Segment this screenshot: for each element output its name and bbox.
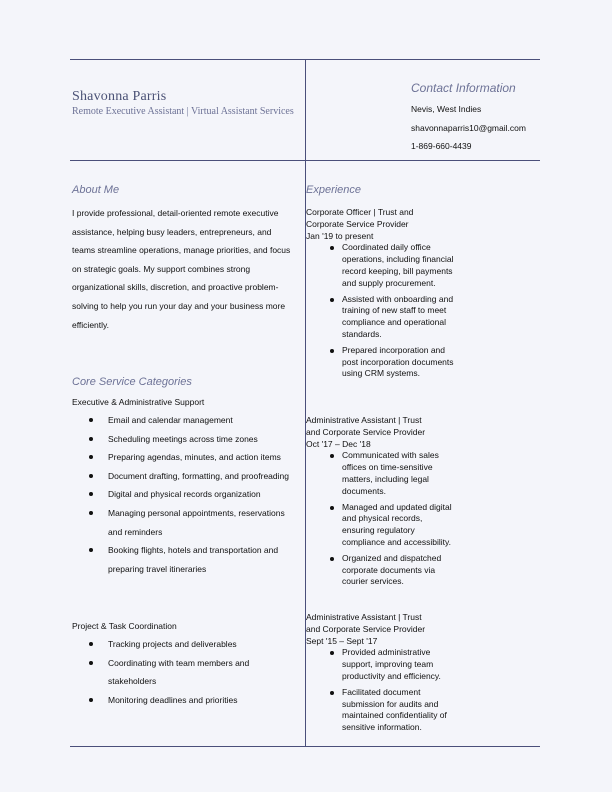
job-dates: Oct '17 – Dec '18: [306, 438, 371, 449]
job-dates: Sept '15 – Sept '17: [306, 635, 378, 646]
about-text: I provide professional, detail-oriented remote executive assistance, helping busy leaders, entrepreneurs, and teams streamline operations, manage priorities, and focus on strategic goals. My support combines strong organizational skills, discretion, and proactive problem-solving to help you run your day and your business more efficiently.: [72, 208, 291, 330]
contact-email[interactable]: shavonnaparris10@gmail.com: [411, 123, 526, 133]
category-heading: Executive & Administrative Support: [72, 397, 205, 407]
job-title: and Corporate Service Provider: [306, 623, 426, 634]
list-item: Tracking projects and deliverables: [72, 635, 298, 654]
bullet-icon: [330, 691, 334, 695]
category-heading: Project & Task Coordination: [72, 621, 177, 631]
job-title: Corporate Officer | Trust and: [306, 207, 414, 217]
bullet-icon: [89, 418, 93, 422]
bullet-icon: [89, 455, 93, 459]
list-item: Digital and physical records organization: [72, 485, 298, 504]
bullet-icon: [330, 506, 334, 510]
bullet-icon: [330, 454, 334, 458]
list-item: Booking flights, hotels and transportation and preparing travel itineraries: [72, 541, 298, 578]
list-item: Coordinating with team members and stakeholders: [72, 654, 298, 691]
category-list: [72, 635, 298, 709]
candidate-name: Shavonna Parris: [72, 89, 167, 104]
category-list: [72, 411, 298, 578]
bullet-icon: [330, 246, 334, 250]
bullet-icon: [330, 557, 334, 561]
contact-location: Nevis, West Indies: [411, 104, 482, 114]
bullet-icon: [89, 474, 93, 478]
job-bullets: [306, 242, 456, 380]
job-title: Administrative Assistant | Trust: [306, 415, 422, 425]
list-item: Email and calendar management: [72, 411, 298, 430]
list-item: Managing personal appointments, reservations and reminders: [72, 504, 298, 541]
contact-heading: Contact Information: [411, 81, 516, 95]
list-item: Preparing agendas, minutes, and action items: [72, 448, 298, 467]
list-item: Managed and updated digital and physical records, ensuring regulatory compliance and accessibility.: [306, 502, 454, 549]
experience-heading: Experience: [306, 184, 362, 196]
list-item: Monitoring deadlines and priorities: [72, 691, 298, 710]
job-title: Corporate Service Provider: [306, 218, 409, 229]
bullet-icon: [89, 642, 93, 646]
bullet-icon: [330, 349, 334, 353]
list-item: Provided administrative support, improving team productivity and efficiency.: [306, 647, 454, 682]
bullet-icon: [89, 492, 93, 496]
bullet-icon: [89, 661, 93, 665]
list-item: Document drafting, formatting, and proofreading: [72, 467, 298, 486]
list-item: Prepared incorporation and post incorporation documents using CRM systems.: [306, 345, 454, 380]
bullet-icon: [89, 511, 93, 515]
contact-phone: 1-869-660-4439: [411, 141, 472, 151]
bullet-icon: [330, 651, 334, 655]
job-bullets: [306, 647, 456, 734]
job-bullets: [306, 450, 456, 588]
list-item: Assisted with onboarding and training of new staff to meet compliance and operational standards.: [306, 294, 454, 341]
bullet-icon: [330, 298, 334, 302]
about-heading: About Me: [72, 184, 120, 196]
experience-entry: [306, 612, 456, 738]
job-title: and Corporate Service Provider: [306, 426, 426, 437]
bullet-icon: [89, 698, 93, 702]
list-item: Scheduling meetings across time zones: [72, 430, 298, 449]
job-dates: Jan '19 to present: [306, 230, 374, 241]
experience-entry: [306, 415, 456, 592]
list-item: Facilitated document submission for audits and maintained confidentiality of sensitive information.: [306, 687, 454, 734]
bullet-icon: [89, 437, 93, 441]
job-title: Administrative Assistant | Trust: [306, 612, 422, 622]
list-item: Organized and dispatched corporate documents via courier services.: [306, 553, 454, 588]
list-item: Communicated with sales offices on time-sensitive matters, including legal documents.: [306, 450, 454, 497]
experience-entry: [306, 207, 456, 384]
candidate-subtitle: Remote Executive Assistant | Virtual Assistant Services: [72, 106, 294, 117]
list-item: Coordinated daily office operations, including financial record keeping, bill payments and supply procurement.: [306, 242, 454, 289]
services-heading: Core Service Categories: [72, 376, 192, 388]
bullet-icon: [89, 548, 93, 552]
